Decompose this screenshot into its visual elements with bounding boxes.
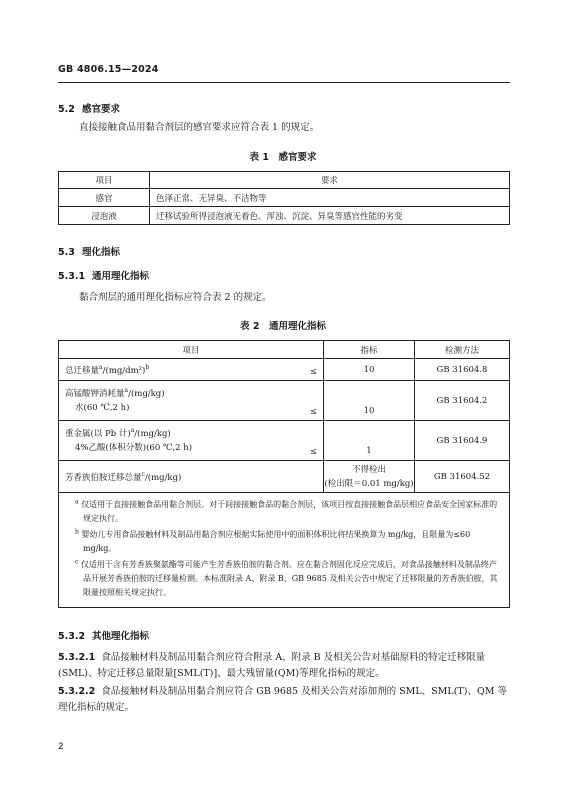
table-row bbox=[59, 381, 510, 421]
section-5-2-heading bbox=[58, 101, 120, 115]
less-equal-symbol: ≤ bbox=[309, 447, 317, 457]
section-5-3-1-text: 黏合剂层的通用理化指标应符合表 2 的规定。 bbox=[79, 292, 272, 303]
table-notes bbox=[59, 493, 510, 608]
item-unit: /(mg/kg) bbox=[134, 428, 171, 439]
section-5-3-1-heading bbox=[58, 268, 149, 282]
section-title: 通用理化指标 bbox=[92, 271, 150, 282]
footnote-mark: a bbox=[99, 363, 103, 371]
column-header-indicator: 指标 bbox=[324, 341, 415, 359]
table-cell-method: GB 31604.52 bbox=[415, 461, 510, 493]
table-row bbox=[59, 207, 510, 225]
page-number: 2 bbox=[58, 742, 64, 752]
footnote-mark: b bbox=[145, 363, 150, 371]
indicator-value: 不得检出 bbox=[351, 464, 386, 475]
section-5-3-2-1 bbox=[58, 650, 510, 682]
note-text: 仅适用于含有芳香族聚氨酯等可能产生芳香族伯胺的黏合剂。应在黏合剂固化反应完成后，对食品接触材料及制品终产品开展芳香族伯胺的迁移量检测。本标准附录 A、附录 B、GB 9685 及相关公告中规定了迁移限量的芳香族伯胺，其限量按照相关规定执行。 bbox=[80, 560, 498, 597]
item-condition: 水(60 ℃,2 h) bbox=[75, 402, 130, 413]
section-5-3-2-2 bbox=[58, 684, 510, 716]
detection-limit: (检出限＝0.01 mg/kg) bbox=[324, 478, 414, 489]
table-cell-indicator: 1 bbox=[324, 421, 415, 461]
section-title: 理化指标 bbox=[82, 247, 121, 258]
table-cell-indicator bbox=[324, 461, 415, 493]
section-number: 5.3 bbox=[58, 247, 75, 258]
section-title: 感官要求 bbox=[82, 104, 121, 115]
footnote-mark: a bbox=[124, 386, 129, 394]
table-1-caption: 表 1 感官要求 bbox=[249, 152, 317, 163]
table-cell-indicator: 10 bbox=[324, 381, 415, 421]
section-5-3-2-heading bbox=[58, 628, 149, 642]
table-cell-indicator: 10 bbox=[324, 359, 415, 381]
section-5-3-heading bbox=[58, 244, 120, 258]
table-cell-method: GB 31604.9 bbox=[415, 421, 510, 461]
section-number: 5.2 bbox=[58, 104, 75, 115]
item-name: 总迁移量 bbox=[65, 365, 100, 376]
note-mark: a bbox=[75, 498, 79, 506]
table-cell-requirement: 色泽正常、无异臭、不洁物等 bbox=[150, 189, 510, 207]
less-equal-symbol: ≤ bbox=[309, 367, 317, 377]
section-number: 5.3.2 bbox=[58, 631, 86, 642]
table-cell-item: 浸泡液 bbox=[59, 207, 150, 225]
column-header-method: 检测方法 bbox=[415, 341, 510, 359]
standard-code-header: GB 4806.15—2024 bbox=[58, 64, 159, 75]
table-cell-item bbox=[59, 381, 324, 421]
section-title: 其他理化指标 bbox=[92, 631, 150, 642]
table-cell-requirement: 迁移试验所得浸泡液无着色、浑浊、沉淀、异臭等感官性能的劣变 bbox=[150, 207, 510, 225]
note-text: 婴幼儿专用食品接触材料及制品用黏合剂应根据实际使用中的面积体积比将结果换算为 mg/kg，且限量为≤60 mg/kg。 bbox=[81, 530, 471, 553]
table-notes-row bbox=[59, 493, 510, 608]
table-cell-item bbox=[59, 461, 324, 493]
clause-number: 5.3.2.2 bbox=[58, 686, 96, 697]
footnote-mark: a bbox=[130, 426, 135, 434]
item-name: 重金属(以 Pb 计) bbox=[65, 428, 131, 439]
table-cell-item bbox=[59, 421, 324, 461]
item-unit: /(mg/kg) bbox=[144, 472, 182, 483]
column-header-requirement: 要求 bbox=[150, 172, 510, 189]
note-text: 仅适用于直接接触食品用黏合剂层。对于间接接触食品的黏合剂层，该项目按直接接触食品层相应食品安全国家标准的规定执行。 bbox=[81, 500, 498, 523]
table-row bbox=[59, 359, 510, 381]
table-header-row bbox=[59, 172, 510, 189]
item-unit: /(mg/kg) bbox=[128, 388, 165, 399]
table-note bbox=[71, 558, 501, 600]
clause-text: 食品接触材料及制品用黏合剂应符合附录 A、附录 B 及相关公告对基础原料的特定迁移限量(SML)、特定迁移总量限量[SML(T)]、最大残留量(QM)等理化指标的规定。 bbox=[58, 652, 486, 679]
column-header-item: 项目 bbox=[59, 172, 150, 189]
note-mark: c bbox=[75, 558, 79, 566]
table-row bbox=[59, 421, 510, 461]
table-cell-item bbox=[59, 359, 324, 381]
table-header-row bbox=[59, 341, 510, 359]
clause-text: 食品接触材料及制品用黏合剂应符合 GB 9685 及相关公告对添加剂的 SML、SML(T)、QM 等理化指标的规定。 bbox=[58, 686, 507, 713]
table-2-caption: 表 2 通用理化指标 bbox=[240, 321, 326, 332]
table-row bbox=[59, 189, 510, 207]
table-row bbox=[59, 461, 510, 493]
footnote-mark: c bbox=[141, 470, 145, 478]
header-rule bbox=[58, 82, 510, 83]
section-5-2-text: 直接接触食品用黏合剂层的感官要求应符合表 1 的规定。 bbox=[79, 122, 320, 133]
item-name: 高锰酸钾消耗量 bbox=[65, 388, 125, 399]
table-cell-method: GB 31604.8 bbox=[415, 359, 510, 381]
less-equal-symbol: ≤ bbox=[309, 407, 317, 417]
item-name: 芳香族伯胺迁移总量 bbox=[65, 472, 142, 483]
table-cell-item: 感官 bbox=[59, 189, 150, 207]
table-2-general-physicochemical-indicators bbox=[58, 340, 510, 608]
clause-number: 5.3.2.1 bbox=[58, 652, 96, 663]
note-mark: b bbox=[75, 528, 79, 536]
table-note bbox=[71, 528, 501, 556]
item-unit: /(mg/dm²) bbox=[102, 365, 146, 376]
table-cell-method: GB 31604.2 bbox=[415, 381, 510, 421]
table-1-sensory-requirements bbox=[58, 171, 510, 225]
section-number: 5.3.1 bbox=[58, 271, 86, 282]
table-note bbox=[71, 498, 501, 526]
column-header-item: 项目 bbox=[59, 341, 324, 359]
item-condition: 4%乙酸(体积分数)(60 ℃,2 h) bbox=[75, 442, 193, 453]
